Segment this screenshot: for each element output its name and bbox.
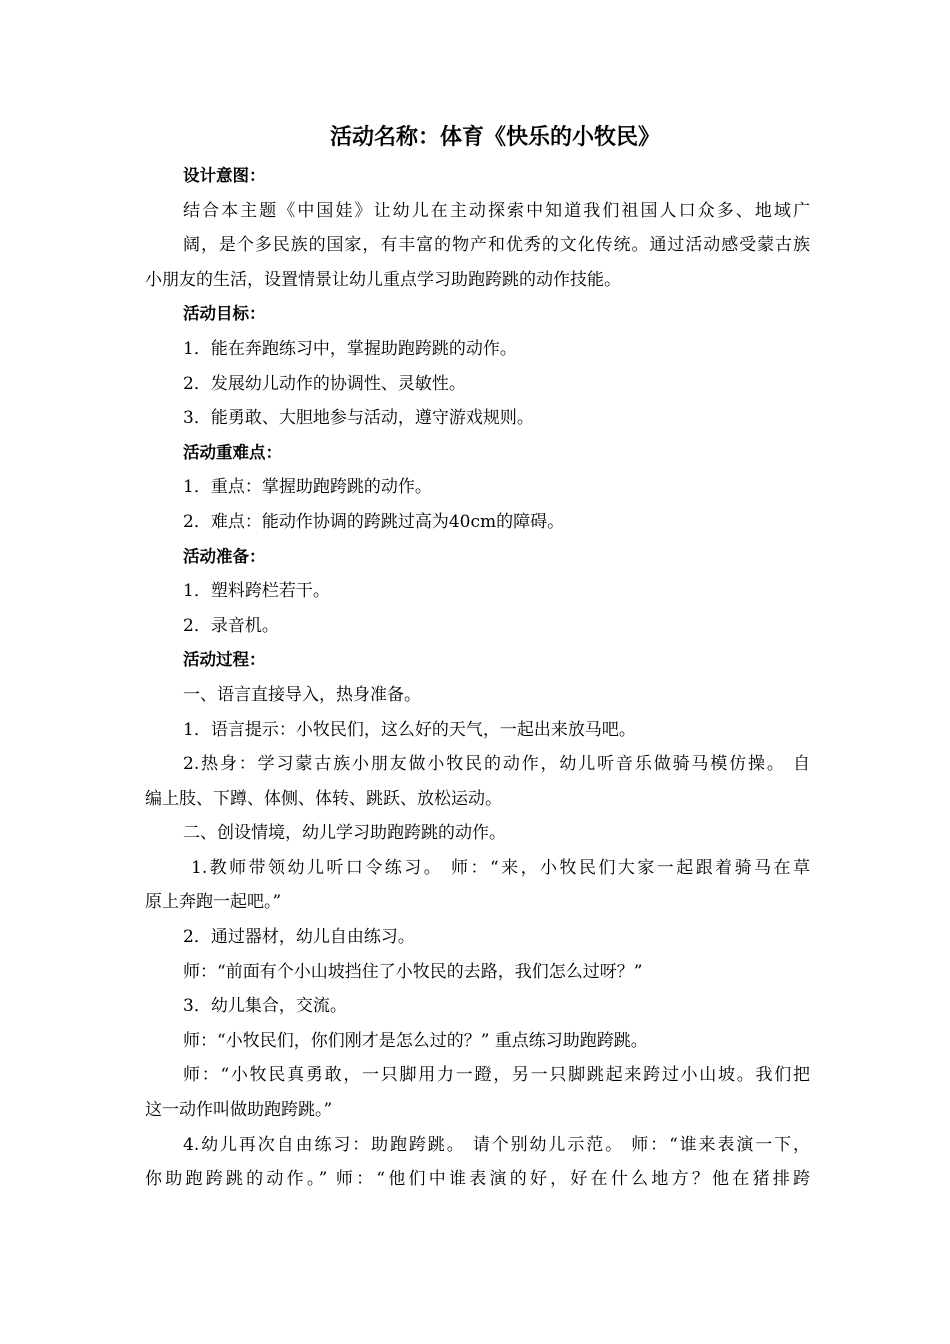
paragraph-line: 结合本主题《中国娃》让幼儿在主动探索中知道我们祖国人口众多、地域广 bbox=[183, 200, 810, 221]
paragraph-line: 师：“小牧民真勇敢，一只脚用力一蹬，另一只脚跳起来跨过小山坡。我们把 bbox=[183, 1065, 810, 1086]
paragraph-continuation: 编上肢、下蹲、体侧、体转、跳跃、放松运动。 bbox=[145, 788, 502, 809]
page-title: 活动名称：体育《快乐的小牧民》 bbox=[329, 125, 660, 150]
paragraph-line: 阔，是个多民族的国家，有丰富的物产和优秀的文化传统。通过活动感受蒙古族 bbox=[183, 235, 810, 256]
paragraph-continuation: 小朋友的生活，设置情景让幼儿重点学习助跑跨跳的动作技能。 bbox=[145, 269, 621, 290]
paragraph-line: 1．重点：掌握助跑跨跳的动作。 bbox=[183, 477, 432, 498]
document-body bbox=[145, 159, 810, 1197]
paragraph-line: 4.幼儿再次自由练习：助跑跨跳。 请个别幼儿示范。 师：“谁来表演一下， bbox=[183, 1134, 810, 1155]
paragraph-line: 2．难点：能动作协调的跨跳过高为40cm的障碍。 bbox=[183, 511, 565, 532]
paragraph-line: 3．能勇敢、大胆地参与活动，遵守游戏规则。 bbox=[183, 408, 534, 429]
paragraph-line: 1．能在奔跑练习中，掌握助跑跨跳的动作。 bbox=[183, 338, 517, 359]
paragraph-line: 师：“小牧民们，你们刚才是怎么过的？” 重点练习助跑跨跳。 bbox=[183, 1030, 648, 1051]
paragraph-line: 1．语言提示：小牧民们，这么好的天气，一起出来放马吧。 bbox=[183, 719, 636, 740]
paragraph-line: 2.热身：学习蒙古族小朋友做小牧民的动作，幼儿听音乐做骑马模仿操。 自 bbox=[183, 754, 810, 775]
paragraph-line: 3．幼儿集合，交流。 bbox=[183, 996, 347, 1017]
paragraph-line: 1.教师带领幼儿听口令练习。 师：“来，小牧民们大家一起跟着骑马在草 bbox=[191, 857, 810, 878]
section-heading: 活动过程： bbox=[183, 650, 266, 670]
paragraph-line: 2．通过器材，幼儿自由练习。 bbox=[183, 927, 415, 948]
section-heading: 活动目标： bbox=[183, 304, 266, 324]
paragraph-continuation: 这一动作叫做助跑跨跳。” bbox=[145, 1100, 333, 1121]
section-heading: 活动准备： bbox=[183, 546, 266, 566]
paragraph-continuation: 原上奔跑一起吧。” bbox=[145, 892, 282, 913]
paragraph-line: 一、语言直接导入，热身准备。 bbox=[183, 684, 421, 705]
paragraph-line: 二、创设情境，幼儿学习助跑跨跳的动作。 bbox=[183, 823, 506, 844]
paragraph-line: 2．发展幼儿动作的协调性、灵敏性。 bbox=[183, 373, 466, 394]
section-heading: 活动重难点： bbox=[183, 442, 282, 462]
section-heading: 设计意图： bbox=[183, 166, 266, 185]
paragraph-line: 2．录音机。 bbox=[183, 615, 279, 636]
paragraph-line: 师：“前面有个小山坡挡住了小牧民的去路，我们怎么过呀？” bbox=[183, 961, 643, 982]
paragraph-line: 1．塑料跨栏若干。 bbox=[183, 581, 330, 602]
paragraph-continuation: 你助跑跨跳的动作。” 师：“他们中谁表演的好，好在什么地方？他在猪排跨 bbox=[145, 1169, 810, 1190]
